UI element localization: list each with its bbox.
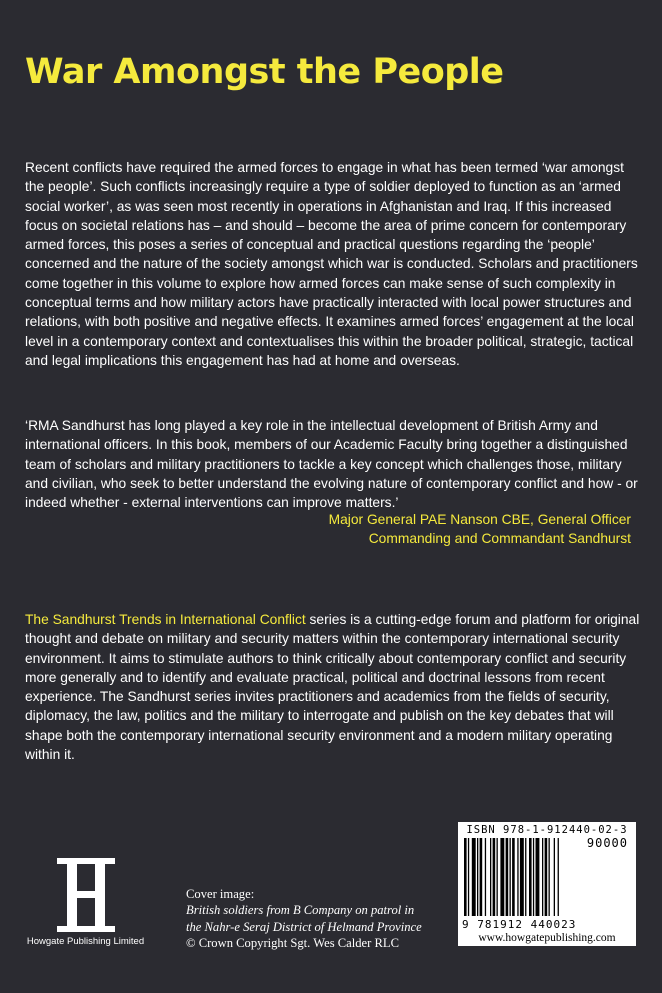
isbn-text: ISBN 978-1-912440-02-3 <box>466 824 628 836</box>
book-title: War Amongst the People <box>25 52 504 92</box>
series-description <box>25 610 641 764</box>
price-code: 90000 <box>586 836 628 850</box>
series-name: The Sandhurst Trends in International Conflict <box>25 612 306 627</box>
attribution-line-2: Commanding and Commandant Sandhurst <box>368 531 631 547</box>
cover-image-copyright: © Crown Copyright Sgt. Wes Calder RLC <box>186 936 399 951</box>
endorsement-quote: ‘RMA Sandhurst has long played a key role in the intellectual development of British Army and international officers. In this book, members of our Academic Faculty bring together a distinguished team of scholars and military practitioners to tackle a key concept which challenges those, military and civilian, who seek to better understand the evolving nature of contemporary conflict and how - or indeed whether - external interventions can improve matters.’ <box>25 418 638 511</box>
cover-caption-line-1: British soldiers from B Company on patrol in <box>186 903 415 918</box>
barcode-icon <box>464 838 582 918</box>
ean-digits: 9 781912 440023 <box>462 918 577 931</box>
cover-image-credit <box>186 886 456 952</box>
endorsement-attribution <box>231 510 631 549</box>
cover-caption-line-2: the Nahr-e Seraj District of Helmand Province <box>186 919 422 934</box>
publisher-logo <box>18 858 153 947</box>
barcode-panel <box>458 822 636 946</box>
cover-image-heading: Cover image: <box>186 887 255 901</box>
howgate-logo-icon <box>55 858 117 932</box>
book-summary: Recent conflicts have required the armed forces to engage in what has been termed ‘war amongst the people’. Such conflicts increasingly require a type of soldier deployed to function as an ‘armed social worker’, as was seen most recently in operations in Afghanistan and Iraq. If this increased focus on societal relations has – and should – become the area of prime concern for contemporary armed forces, this poses a series of conceptual and practical questions regarding the ‘people’ concerned and the nature of the society amongst which war is conducted. Scholars and practitioners come together in this volume to explore how armed forces can make sense of such complexity in conceptual terms and how military actors have practically interacted with local power structures and relations, with both positive and negative effects. It examines armed forces’ engagement at the local level in a contemporary context and contextualises this within the broader political, strategic, tactical and legal implications this engagement has had at home and overseas. <box>25 160 638 368</box>
publisher-website: www.howgatepublishing.com <box>478 932 616 944</box>
series-text: series is a cutting-edge forum and platform for original thought and debate on military and security matters within the contemporary international security environment. It aims to stimulate authors to think critically about contemporary conflict and security more generally and to identify and evaluate practical, political and doctrinal lessons from recent experience. The Sandhurst series invites practitioners and academics from the fields of security, diplomacy, the law, politics and the military to interrogate and publish on the key debates that will shape both the contemporary international security environment and a modern military operating within it. <box>25 612 640 763</box>
attribution-line-1: Major General PAE Nanson CBE, General Officer <box>328 512 631 527</box>
publisher-name: Howgate Publishing Limited <box>26 936 145 947</box>
